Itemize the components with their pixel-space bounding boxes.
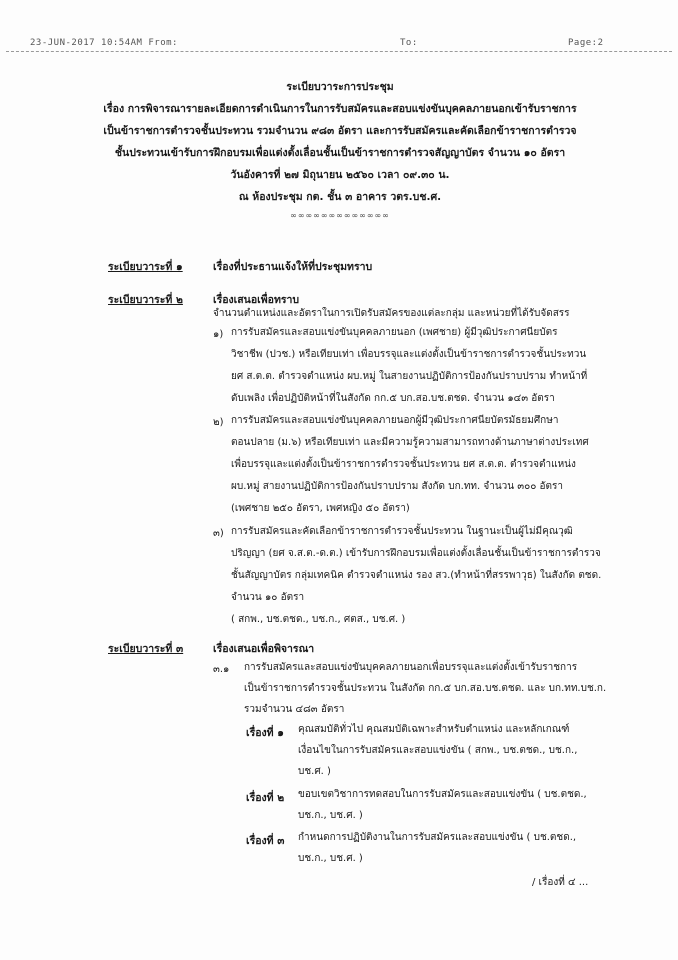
agenda-2-item-1-line-1: การรับสมัครและสอบแข่งขันบุคคลภายนอก (เพศชาย) ผู้มีวุฒิประกาศนียบัตร — [231, 327, 558, 338]
agenda-2-title: เรื่องเสนอเพื่อทราบ — [213, 294, 300, 306]
sub-item-1-line-3: บช.ศ. ) — [298, 766, 331, 777]
sub-item-3-label: เรื่องที่ ๓ — [246, 835, 285, 847]
agenda-2-item-1-line-2: วิชาชีพ (ปวช.) หรือเทียบเท่า เพื่อบรรจุและแต่งตั้งเป็นข้าราชการตำรวจชั้นประทวน — [231, 349, 587, 360]
agenda-3-item-line-1: การรับสมัครและสอบแข่งขันบุคคลภายนอกเพื่อบรรจุและแต่งตั้งเข้ารับราชการ — [244, 662, 578, 673]
agenda-2-intro: จำนวนตำแหน่งและอัตราในการเปิดรับสมัครของแต่ละกลุ่ม และหน่วยที่ได้รับจัดสรร — [213, 308, 570, 319]
agenda-2-item-2-line-1: การรับสมัครและสอบแข่งขันบุคคลภายนอกผู้มีวุฒิประกาศนียบัตรมัธยมศึกษา — [231, 415, 559, 426]
sub-item-3-line-2: บช.ก., บช.ศ. ) — [298, 853, 363, 864]
agenda-2-label: ระเบียบวาระที่ ๒ — [108, 294, 183, 306]
fax-header-divider — [6, 51, 672, 52]
meeting-date: วันอังคารที่ ๒๗ มิถุนายน ๒๕๖๐ เวลา ๐๙.๓๐ น. — [230, 169, 450, 181]
meeting-location: ณ ห้องประชุม กต. ชั้น ๓ อาคาร วตร.บช.ศ. — [238, 191, 442, 203]
agenda-2-item-3-line-1: การรับสมัครและคัดเลือกข้าราชการตำรวจชั้นประทวน ในฐานะเป็นผู้ไม่มีคุณวุฒิ — [231, 526, 573, 537]
agenda-3-item-line-2: เป็นข้าราชการตำรวจชั้นประทวน ในสังกัด กก.๕ บก.สอ.บช.ตชด. และ บก.ทท.บช.ก. — [244, 683, 607, 694]
subject-line-3: ชั้นประทวนเข้ารับการฝึกอบรมเพื่อแต่งตั้งเลื่อนชั้นเป็นข้าราชการตำรวจสัญญาบัตร จำนวน ๑๐ อัตรา — [114, 147, 566, 159]
agenda-2-item-1-line-4: ดับเพลิง เพื่อปฏิบัติหน้าที่ในสังกัด กก.๕ บก.สอ.บช.ตชด. จำนวน ๑๔๓ อัตรา — [231, 393, 555, 404]
sub-item-2-line-2: บช.ก., บช.ศ. ) — [298, 810, 363, 821]
sub-item-1-label: เรื่องที่ ๑ — [246, 727, 284, 739]
document-title: ระเบียบวาระการประชุม — [286, 81, 394, 93]
agenda-3-label: ระเบียบวาระที่ ๓ — [108, 643, 184, 655]
agenda-3-title: เรื่องเสนอเพื่อพิจารณา — [213, 643, 315, 655]
subject-line-2: เป็นข้าราชการตำรวจชั้นประทวน รวมจำนวน ๙๘๓ อัตรา และการรับสมัครและคัดเลือกข้าราชการตำรวจ — [103, 125, 577, 137]
agenda-1-title: เรื่องที่ประธานแจ้งให้ที่ประชุมทราบ — [213, 261, 373, 273]
agenda-2-item-3-line-2: ปริญญา (ยศ จ.ส.ต.-ด.ต.) เข้ารับการฝึกอบรมเพื่อแต่งตั้งเลื่อนชั้นเป็นข้าราชการตำรวจ — [231, 548, 601, 559]
fax-timestamp: 23-JUN-2017 10:54AM From: — [30, 38, 178, 48]
agenda-2-item-3-line-3: ชั้นสัญญาบัตร กลุ่มเทคนิค ตำรวจตำแหน่ง รอง สว.(ทำหน้าที่สรรพาวุธ) ในสังกัด ตชด. — [231, 570, 602, 581]
agenda-2-item-2-number: ๒) — [213, 417, 224, 428]
agenda-1-label: ระเบียบวาระที่ ๑ — [108, 261, 183, 273]
agenda-3-item-number: ๓.๑ — [213, 664, 230, 675]
agenda-2-item-2-line-2: ตอนปลาย (ม.๖) หรือเทียบเท่า และมีความรู้ความสามารถทางด้านภาษาต่างประเทศ — [231, 437, 589, 448]
agenda-2-item-2-line-5: (เพศชาย ๒๕๐ อัตรา, เพศหญิง ๕๐ อัตรา) — [231, 503, 410, 514]
agenda-2-item-2-line-4: ผบ.หมู่ สายงานปฏิบัติการป้องกันปราบปราม สังกัด บก.ทท. จำนวน ๓๐๐ อัตรา — [231, 481, 564, 492]
agenda-2-item-3-number: ๓) — [213, 528, 224, 539]
agenda-2-item-1-line-3: ยศ ส.ต.ต. ตำรวจตำแหน่ง ผบ.หมู่ ในสายงานปฏิบัติการป้องกันปราบปราม ทำหน้าที่ — [231, 371, 588, 382]
agenda-2-item-3-line-4: จำนวน ๑๐ อัตรา — [231, 592, 305, 603]
sub-item-1-line-2: เงื่อนไขในการรับสมัครและสอบแข่งขัน ( สกพ., บช.ตชด., บช.ก., — [298, 745, 578, 756]
continuation-note: / เรื่องที่ ๔ ... — [532, 877, 589, 888]
agenda-2-item-2-line-3: เพื่อบรรจุและแต่งตั้งเป็นข้าราชการตำรวจชั้นประทวน ยศ ส.ต.ต. ตำรวจตำแหน่ง — [231, 459, 576, 470]
fax-page-number: Page:2 — [568, 38, 604, 48]
sub-item-2-line-1: ขอบเขตวิชาการทดสอบในการรับสมัครและสอบแข่งขัน ( บช.ตชด., — [298, 789, 587, 800]
sub-item-1-line-1: คุณสมบัติทั่วไป คุณสมบัติเฉพาะสำหรับตำแหน่ง และหลักเกณฑ์ — [298, 724, 570, 735]
title-divider: ∞∞∞∞∞∞∞∞∞∞∞∞∞ — [290, 211, 390, 220]
sub-item-3-line-1: กำหนดการปฏิบัติงานในการรับสมัครและสอบแข่งขัน ( บช.ตชด., — [298, 832, 577, 843]
agenda-2-item-3-line-5: ( สกพ., บช.ตชด., บช.ก., ศตส., บช.ศ. ) — [231, 614, 406, 625]
agenda-2-item-1-number: ๑) — [213, 329, 224, 340]
subject-line-1: เรื่อง การพิจารณารายละเอียดการดำเนินการในการรับสมัครและสอบแข่งขันบุคคลภายนอกเข้ารับราชการ — [103, 103, 577, 115]
fax-to: To: — [400, 38, 418, 48]
sub-item-2-label: เรื่องที่ ๒ — [246, 792, 285, 804]
agenda-3-item-line-3: รวมจำนวน ๔๘๓ อัตรา — [244, 704, 345, 715]
